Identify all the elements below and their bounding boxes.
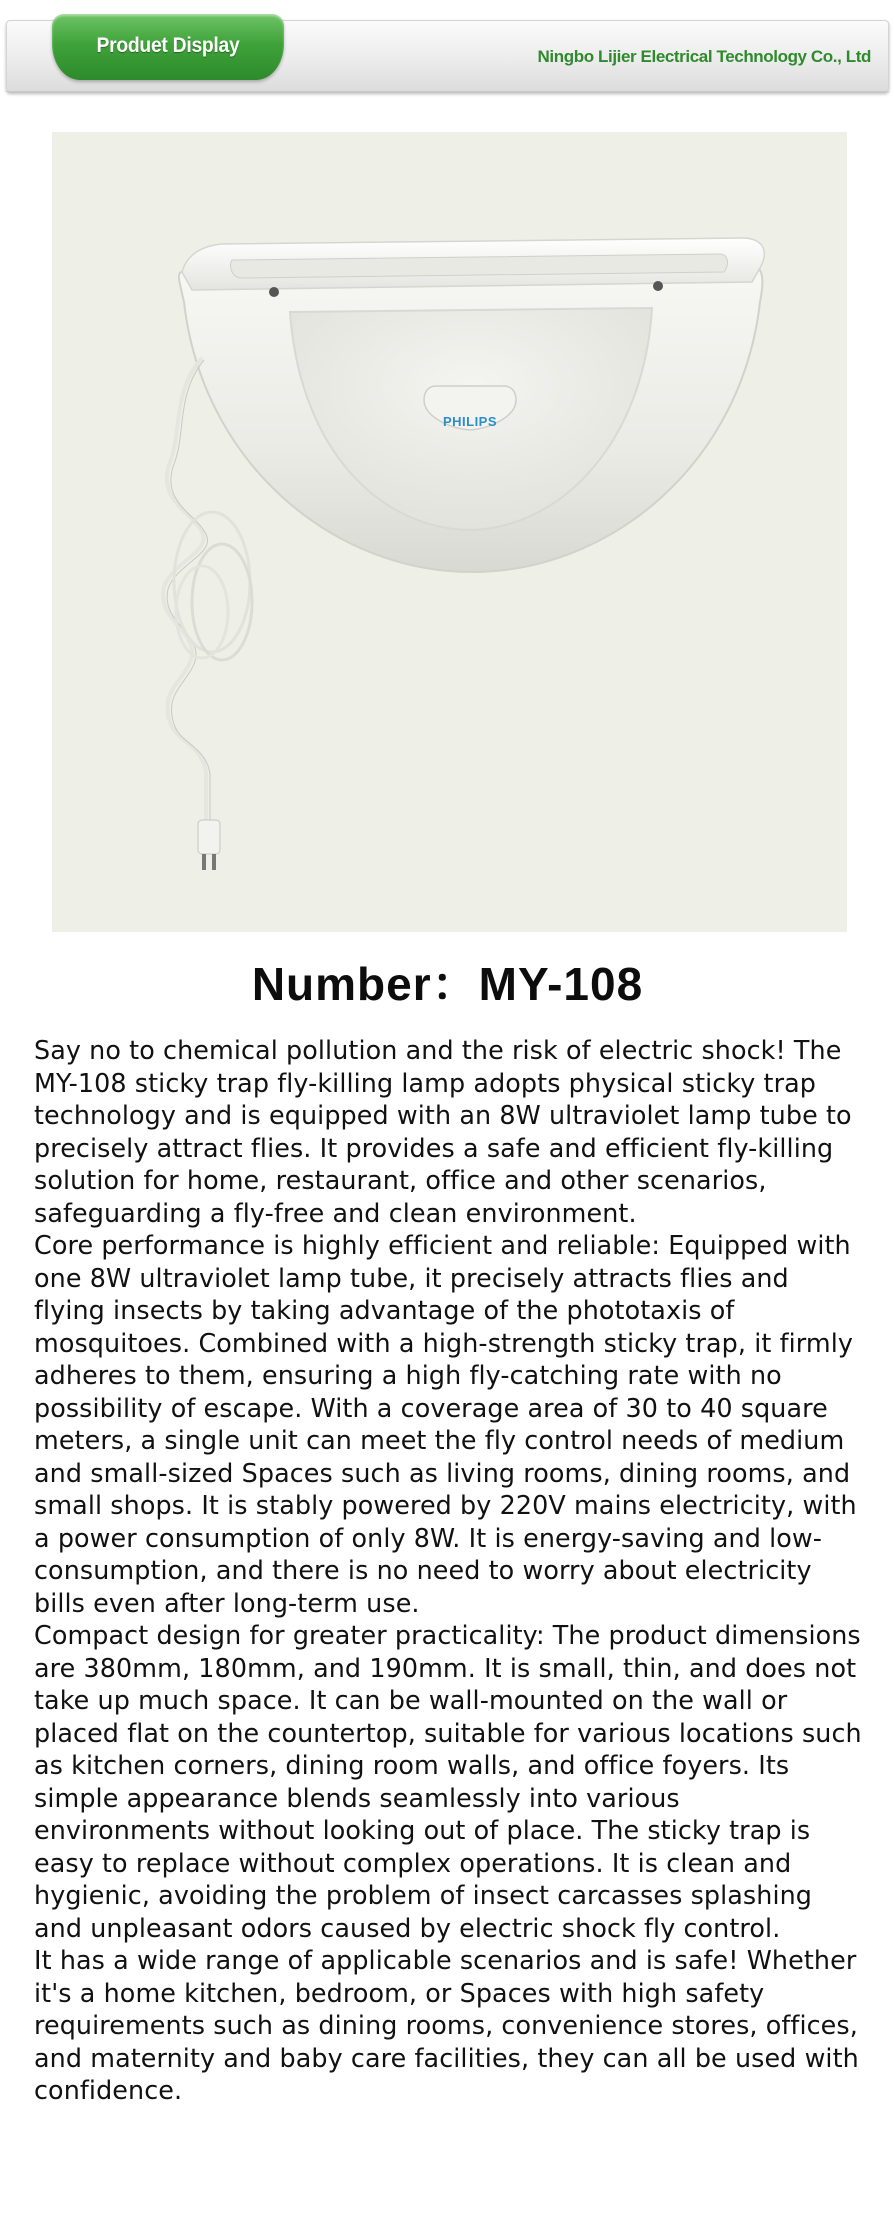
- description-paragraph: Compact design for greater practicality: The product dimensions are 380mm, 180mm, and 190mm. It is small, thin, and does not take up much space. It can be wall-mounted on the wall or placed flat on the countertop, suitable for various locations such as kitchen corners, dining room walls, and office foyers. Its simple appearance blends seamlessly into various environments without looking out of place. The sticky trap is easy to replace without complex operations. It is clean and hygienic, avoiding the problem of insect carcasses splashing and unpleasant odors caused by electric shock fly control.: [34, 1620, 862, 1943]
- product-description: [34, 1034, 864, 2107]
- logo-text: PHILIPS: [442, 414, 498, 429]
- description-paragraph: Say no to chemical pollution and the risk of electric shock! The MY-108 sticky trap fly-killing lamp adopts physical sticky trap technology and is equipped with an 8W ultraviolet lamp tube to precisely attract flies. It provides a safe and efficient fly-killing solution for home, restaurant, office and other scenarios, safeguarding a fly-free and clean environment.: [34, 1035, 852, 1228]
- description-paragraph: It has a wide range of applicable scenarios and is safe! Whether it's a home kitchen, bedroom, or Spaces with high safety requirements such as dining rooms, convenience stores, offices, and maternity and baby care facilities, they can all be used with confidence.: [34, 1945, 859, 2105]
- product-number-title: Number：MY-108: [251, 958, 644, 1010]
- hook-left: [269, 287, 279, 297]
- plug-pin-left: [202, 854, 206, 870]
- hook-right: [653, 281, 663, 291]
- product-display-tab: [52, 14, 284, 80]
- description-paragraph: Core performance is highly efficient and reliable: Equipped with one 8W ultraviolet lamp tube, it precisely attracts flies and flying insects by taking advantage of the phototaxis of mosquitoes. Combined with a high-strength sticky trap, it firmly adheres to them, ensuring a high fly-catching rate with no possibility of escape. With a coverage area of 30 to 40 square meters, a single unit can meet the fly control needs of medium and small-sized Spaces such as living rooms, dining rooms, and small shops. It is stably powered by 220V mains electricity, with a power consumption of only 8W. It is energy-saving and low-consumption, and there is no need to worry about electricity bills even after long-term use.: [34, 1230, 857, 1618]
- plug-pin-right: [212, 854, 216, 870]
- company-name: Ningbo Lijier Electrical Technology Co., Ltd: [537, 47, 871, 66]
- plug-body: [198, 820, 220, 854]
- header-divider: [6, 91, 889, 92]
- fly-trap-lamp-illustration: [52, 132, 847, 932]
- product-photo: [52, 132, 847, 932]
- cord-coil-1: [174, 512, 250, 652]
- product-display-tab-label: Produet Display: [96, 34, 240, 57]
